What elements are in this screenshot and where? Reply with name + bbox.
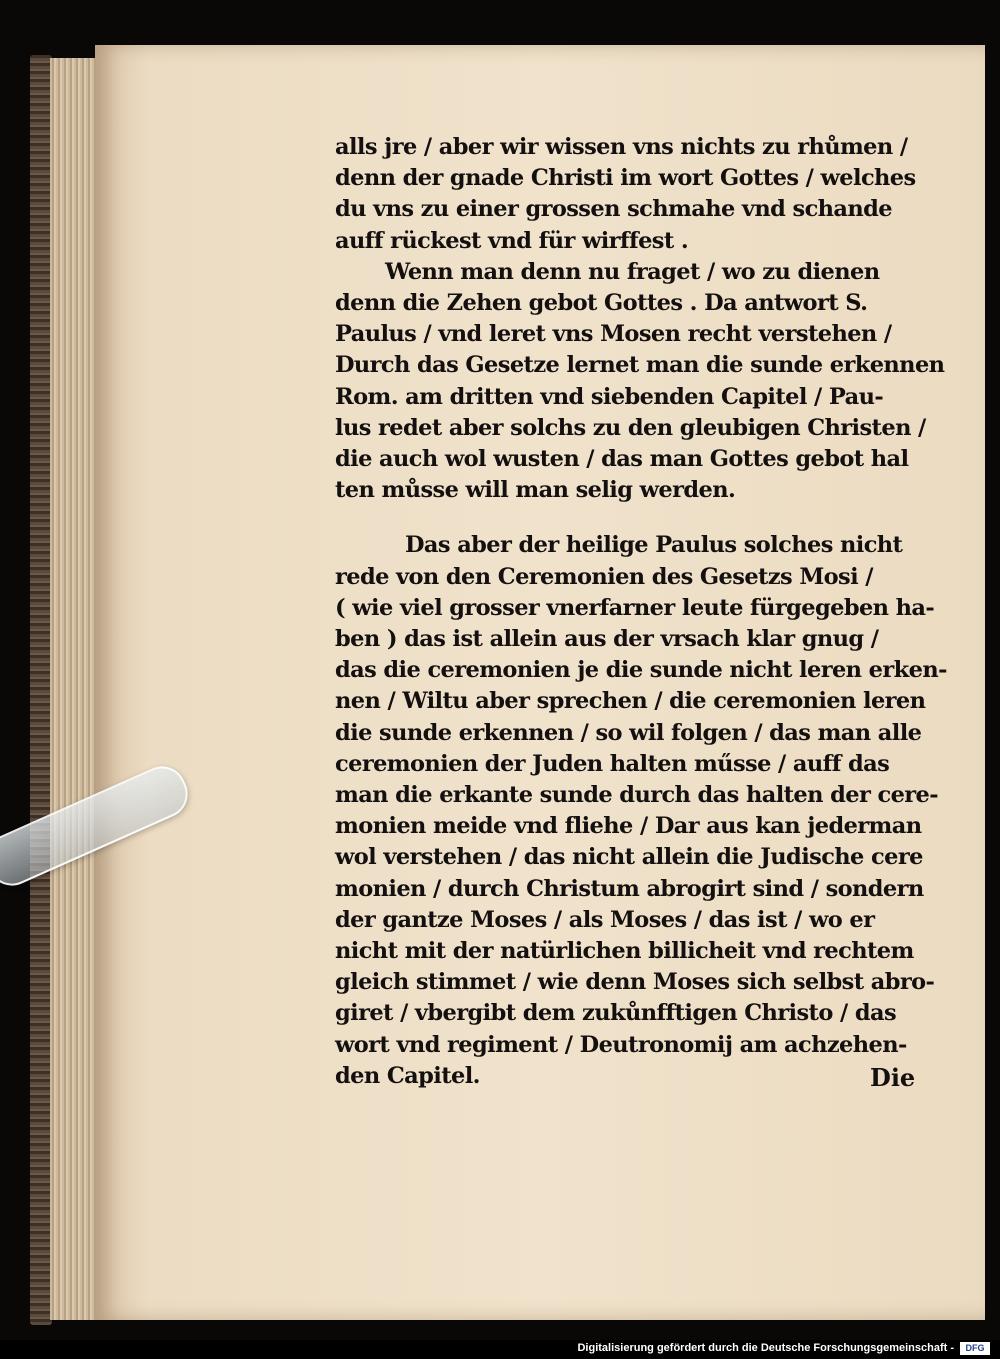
book-cover-edge <box>30 55 52 1325</box>
dfg-logo: DFG <box>960 1342 990 1355</box>
footer-credit: Digitalisierung gefördert durch die Deutsche Forschungsgemeinschaft - <box>577 1342 954 1354</box>
text-line: giret / vbergibt dem zukůnfftigen Christo / das <box>335 1000 897 1027</box>
text-line: auff rückest vnd für wirffest . <box>335 227 689 254</box>
text-line: monien / durch Christum abrogirt sind / sondern <box>335 875 924 902</box>
text-line: nicht mit der natürlichen billicheit vnd rechtem <box>335 938 914 965</box>
text-line: nen / Wiltu aber sprechen / die ceremonien leren <box>335 688 926 715</box>
text-line: den Capitel. <box>335 1062 480 1089</box>
text-line: du vns zu einer grossen schmahe vnd schande <box>335 196 893 223</box>
text-line: ceremonien der Juden halten műsse / auff das <box>335 750 890 777</box>
text-line: denn der gnade Christi im wort Gottes / welches <box>335 165 916 192</box>
text-line: Rom. am dritten vnd siebenden Capitel / Pau- <box>335 383 884 410</box>
text-line: rede von den Ceremonien des Gesetzs Mosi / <box>335 563 873 590</box>
text-line: die sunde erkennen / so wil folgen / das man alle <box>335 719 922 746</box>
text-line: Durch das Gesetze lernet man die sunde erkennen <box>335 352 945 379</box>
text-line: gleich stimmet / wie denn Moses sich selbst abro- <box>335 969 935 996</box>
text-line: alls jre / aber wir wissen vns nichts zu rhůmen / <box>335 134 908 160</box>
page-stack <box>50 58 98 1320</box>
text-line: das die ceremonien je die sunde nicht leren erken- <box>335 657 947 684</box>
paragraph-2 <box>335 257 945 507</box>
footer-bar <box>0 1340 1000 1359</box>
text-line: lus redet aber solchs zu den gleubigen Christen / <box>335 414 926 441</box>
text-line: ten můsse will man selig werden. <box>335 477 736 504</box>
text-line: ( wie viel grosser vnerfarner leute fürgegeben ha- <box>335 594 935 621</box>
text-line: Wenn man denn nu fraget / wo zu dienen <box>385 258 880 285</box>
catchword: Die <box>870 1063 916 1092</box>
text-line: ben ) das ist allein aus der vrsach klar gnug / <box>335 626 879 653</box>
text-line: man die erkante sunde durch das halten der cere- <box>335 782 939 809</box>
text-line: wol verstehen / das nicht allein die Judische cere <box>335 844 923 871</box>
text-line: der gantze Moses / als Moses / das ist / wo er <box>335 906 875 933</box>
text-line: die auch wol wusten / das man Gottes gebot hal <box>335 446 909 473</box>
text-line: denn die Zehen gebot Gottes . Da antwort S. <box>335 290 868 317</box>
text-line: Paulus / vnd leret vns Mosen recht verstehen / <box>335 321 892 348</box>
text-line: Das aber der heilige Paulus solches nicht <box>405 532 903 559</box>
text-line: wort vnd regiment / Deutronomij am achzehen- <box>335 1031 907 1058</box>
page-text <box>335 132 947 1092</box>
text-line: monien meide vnd fliehe / Dar aus kan jederman <box>335 813 922 840</box>
paragraph-1 <box>335 132 935 257</box>
paragraph-3 <box>335 530 947 1092</box>
